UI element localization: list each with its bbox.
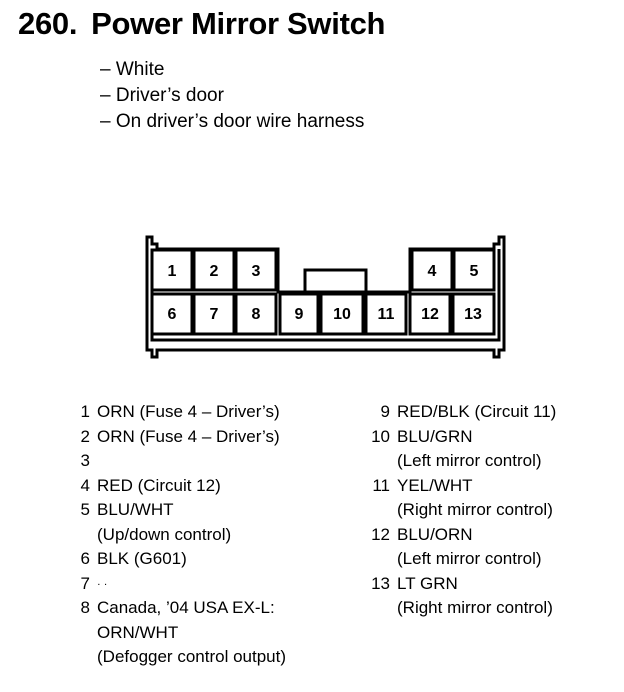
pin-label: 13: [464, 306, 482, 323]
pin-entry-11: [360, 474, 556, 499]
pin-list-left: [70, 400, 286, 670]
pin-label: 7: [209, 306, 219, 323]
pin-description: RED (Circuit 12): [97, 475, 221, 495]
connector-key: [305, 270, 366, 292]
pin-entry-4: [70, 474, 286, 499]
pin-description: BLK (G601): [97, 549, 187, 568]
pin-description: BLU/WHT: [97, 500, 174, 519]
pin-number: 5: [80, 500, 90, 519]
pin-description-continued: (Defogger control output): [97, 647, 286, 667]
pin-entry-1: [70, 400, 286, 425]
pin-description-continued: (Left mirror control): [397, 451, 542, 470]
pin-label: 10: [333, 306, 351, 323]
pin-number: 3: [80, 451, 90, 470]
section-number: 260.: [18, 6, 78, 41]
pin-description: ORN (Fuse 4 – Driver’s): [97, 426, 280, 446]
pin-description-continued: (Right mirror control): [397, 598, 553, 617]
pin-number: 11: [372, 475, 390, 495]
pin-label: 4: [427, 263, 437, 280]
pin-entry-9: [360, 400, 556, 425]
pin-description: ORN (Fuse 4 – Driver’s): [97, 402, 280, 421]
pin-number: 10: [371, 426, 390, 446]
pin-description: Canada, ’04 USA EX-L:: [97, 598, 275, 618]
pin-number: 12: [371, 524, 390, 544]
pin-entry-7: [70, 572, 286, 597]
section-title: Power Mirror Switch: [91, 6, 386, 41]
pin-entry-5: [70, 498, 286, 523]
pin-description-continued: ORN/WHT: [97, 622, 179, 642]
pin-description: BLU/GRN: [397, 426, 473, 446]
pin-label: 3: [251, 263, 261, 280]
pin-number: 9: [380, 402, 390, 421]
pin-number: 2: [80, 426, 90, 446]
pin-label: 1: [167, 263, 177, 280]
pin-description: RED/BLK (Circuit 11): [397, 402, 557, 421]
pin-description: BLU/ORN: [397, 524, 473, 544]
pin-description-continued: (Left mirror control): [397, 549, 542, 568]
pin-list-right: [360, 400, 556, 621]
pin-description: · ·: [97, 577, 108, 590]
note-harness: – On driver’s door wire harness: [100, 111, 365, 132]
pin-number: 1: [80, 402, 90, 421]
pin-label: 5: [469, 263, 479, 280]
note-color: – White: [100, 59, 165, 80]
pin-label: 2: [209, 263, 219, 280]
pin-number: 13: [371, 573, 390, 593]
pin-description-continued: (Right mirror control): [397, 500, 553, 519]
pin-label: 12: [421, 306, 439, 323]
pin-entry-2: [70, 425, 286, 450]
pin-entry-10: [360, 425, 556, 450]
pin-entry-6: [70, 547, 286, 572]
pin-description: YEL/WHT: [397, 475, 473, 495]
pin-number: 6: [80, 549, 90, 568]
pin-entry-3: [70, 449, 286, 474]
pin-number: 4: [80, 475, 90, 495]
pin-number: 7: [80, 573, 90, 593]
note-location: – Driver’s door: [100, 85, 224, 106]
pin-entry-13: [360, 572, 556, 597]
pin-description-continued: (Up/down control): [97, 524, 232, 544]
pin-entry-12: [360, 523, 556, 548]
pin-label: 11: [377, 306, 395, 323]
pin-label: 8: [251, 306, 261, 323]
pin-label: 6: [167, 306, 177, 323]
pin-description: LT GRN: [397, 573, 458, 593]
pin-entry-8: [70, 596, 286, 621]
pin-label: 9: [294, 306, 304, 323]
pin-number: 8: [80, 598, 90, 618]
